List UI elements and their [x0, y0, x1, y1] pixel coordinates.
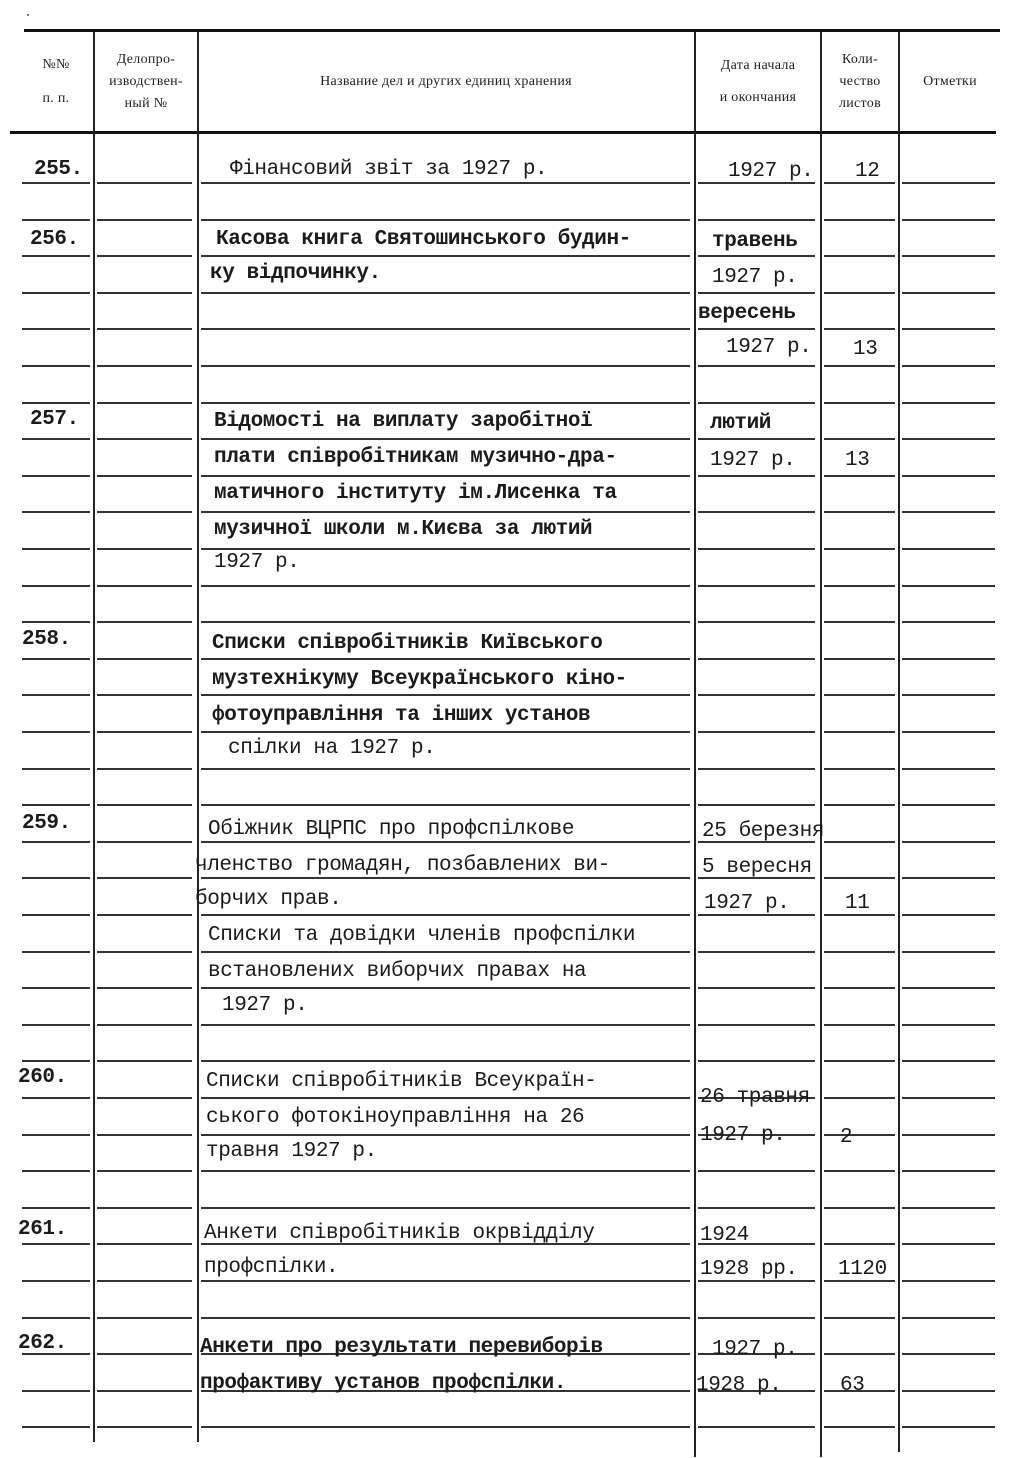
row-sheet-count: 13	[845, 449, 870, 472]
header-col-title	[199, 34, 693, 140]
ledger-rule-line	[201, 585, 690, 587]
scan-speck	[27, 14, 29, 16]
ledger-rule-line	[22, 1243, 90, 1245]
ledger-rule-line	[22, 548, 90, 550]
row-date-line: 5 вересня	[702, 856, 812, 879]
header-col-office-number	[95, 34, 197, 130]
ledger-rule-line	[902, 804, 995, 806]
row-date-line: травень	[712, 230, 798, 253]
ledger-rule-line	[201, 328, 690, 330]
ledger-rule-line	[902, 255, 995, 257]
header-col-sheets-line2: чество	[839, 74, 881, 89]
ledger-rule-line	[22, 438, 90, 440]
ledger-rule-line	[22, 841, 90, 843]
ledger-rule-line	[97, 255, 192, 257]
ledger-rule-line	[201, 694, 690, 696]
row-title-line: плати співробітникам музично-дра-	[214, 446, 617, 469]
ledger-rule-line	[698, 1024, 815, 1026]
ledger-rule-line	[698, 219, 815, 221]
ledger-rule-line	[902, 1170, 995, 1172]
header-col-dates-line2: и окончания	[719, 90, 797, 105]
ledger-rule-line	[97, 621, 192, 623]
ledger-rule-line	[698, 365, 815, 367]
row-date-line: 1927 р.	[700, 1124, 786, 1147]
ledger-rule-line	[698, 475, 815, 477]
ledger-rule-line	[22, 658, 90, 660]
row-title-line: Обіжник ВЦРПС про профспілкове	[208, 818, 575, 841]
ledger-rule-line	[824, 621, 895, 623]
row-title-line: 1927 р.	[214, 551, 300, 574]
ledger-rule-line	[201, 255, 690, 257]
ledger-rule-line	[97, 914, 192, 916]
ledger-rule-line	[698, 585, 815, 587]
ledger-rule-line	[824, 438, 895, 440]
header-col-number-line1: №№	[42, 57, 70, 72]
ledger-rule-line	[201, 731, 690, 733]
ledger-rule-line	[698, 548, 815, 550]
row-title-line: Списки та довідки членів профспілки	[208, 924, 636, 947]
row-date-line: 1927 р.	[704, 892, 790, 915]
ledger-rule-line	[201, 621, 690, 623]
ledger-rule-line	[201, 987, 690, 989]
ledger-rule-line	[201, 914, 690, 916]
ledger-rule-line	[22, 1134, 90, 1136]
row-title-line: профактиву установ профспілки.	[200, 1372, 567, 1395]
ledger-rule-line	[824, 1024, 895, 1026]
row-sheet-count: 11	[845, 892, 870, 915]
ledger-rule-line	[824, 1243, 895, 1245]
ledger-rule-line	[201, 877, 690, 879]
ledger-rule-line	[97, 1207, 192, 1209]
ledger-rule-line	[902, 658, 995, 660]
row-number: 260.	[18, 1066, 67, 1089]
ledger-rule-line	[97, 219, 192, 221]
ledger-rule-line	[824, 877, 895, 879]
ledger-rule-line	[824, 1317, 895, 1319]
header-col-office-line2: изводствен-	[109, 74, 183, 89]
ledger-rule-line	[22, 365, 90, 367]
ledger-rule-line	[902, 1353, 995, 1355]
ledger-rule-line	[698, 694, 815, 696]
row-title-line: 1927 р.	[222, 994, 308, 1017]
ledger-rule-line	[201, 841, 690, 843]
ledger-rule-line	[22, 987, 90, 989]
row-title-line: Відомості на виплату заробітної	[214, 410, 593, 433]
ledger-rule-line	[698, 1317, 815, 1319]
ledger-rule-line	[201, 804, 690, 806]
ledger-rule-line	[97, 951, 192, 953]
ledger-rule-line	[824, 1170, 895, 1172]
ledger-rule-line	[902, 1134, 995, 1136]
ledger-rule-line	[698, 1170, 815, 1172]
ledger-rule-line	[22, 292, 90, 294]
ledger-rule-line	[97, 1060, 192, 1062]
ledger-rule-line	[22, 731, 90, 733]
ledger-rule-line	[824, 804, 895, 806]
ledger-rule-line	[22, 328, 90, 330]
ledger-rule-line	[97, 1243, 192, 1245]
row-title-line: ського фотокіноуправління на 26	[206, 1106, 585, 1129]
ledger-rule-line	[22, 1097, 90, 1099]
ledger-rule-line	[824, 292, 895, 294]
ledger-rule-line	[201, 1134, 690, 1136]
ledger-rule-line	[97, 1134, 192, 1136]
header-col-title-text: Название дел и других единиц хранения	[320, 74, 572, 89]
ledger-rule-line	[698, 731, 815, 733]
ledger-rule-line	[97, 731, 192, 733]
ledger-rule-line	[22, 1280, 90, 1282]
row-date-line: 1927 р.	[712, 1338, 798, 1361]
header-col-number-line2: п. п.	[42, 91, 70, 106]
ledger-rule-line	[902, 585, 995, 587]
ledger-rule-line	[201, 402, 690, 404]
row-title-line: матичного інституту ім.Лисенка та	[214, 482, 617, 505]
ledger-rule-line	[201, 182, 690, 184]
ledger-rule-line	[698, 328, 815, 330]
row-date-line: 1927 р.	[726, 336, 812, 359]
ledger-rule-line	[902, 1390, 995, 1392]
ledger-rule-line	[698, 658, 815, 660]
header-col-dates-line1: Дата начала	[720, 58, 796, 73]
row-title-line: музтехнікуму Всеукраїнського кіно-	[212, 668, 627, 691]
ledger-rule-line	[22, 694, 90, 696]
ledger-rule-line	[22, 951, 90, 953]
ledger-rule-line	[22, 475, 90, 477]
ledger-rule-line	[824, 219, 895, 221]
ledger-rule-line	[824, 731, 895, 733]
ledger-rule-line	[824, 585, 895, 587]
row-sheet-count: 12	[855, 160, 880, 183]
header-col-office-line1: Делопро-	[116, 52, 176, 67]
ledger-rule-line	[824, 402, 895, 404]
row-title-line: травня 1927 р.	[206, 1140, 377, 1163]
ledger-rule-line	[902, 402, 995, 404]
ledger-rule-line	[902, 914, 995, 916]
ledger-rule-line	[201, 365, 690, 367]
ledger-rule-line	[902, 1097, 995, 1099]
row-number: 257.	[30, 408, 79, 431]
ledger-rule-line	[698, 1207, 815, 1209]
ledger-rule-line	[698, 438, 815, 440]
ledger-rule-line	[824, 475, 895, 477]
ledger-rule-line	[201, 292, 690, 294]
row-date-line: 1927 р.	[712, 266, 798, 289]
row-title-line: ку відпочинку.	[210, 262, 381, 285]
row-number: 256.	[30, 228, 79, 251]
ledger-rule-line	[201, 1317, 690, 1319]
header-col-office-line3: ный №	[124, 96, 168, 111]
ledger-rule-line	[22, 877, 90, 879]
ledger-rule-line	[902, 219, 995, 221]
ledger-rule-line	[97, 402, 192, 404]
ledger-rule-line	[824, 768, 895, 770]
ledger-rule-line	[698, 511, 815, 513]
header-col-notes	[900, 34, 1000, 130]
ledger-rule-line	[902, 1207, 995, 1209]
ledger-rule-line	[22, 1207, 90, 1209]
row-title-line: Фінансовий звіт за 1927 р.	[230, 158, 548, 181]
ledger-rule-line	[97, 877, 192, 879]
row-date-line: 26 травня	[700, 1086, 810, 1109]
ledger-rule-line	[698, 292, 815, 294]
ledger-rule-line	[97, 1280, 192, 1282]
ledger-rule-line	[902, 768, 995, 770]
ledger-rule-line	[22, 219, 90, 221]
ledger-rule-line	[97, 1097, 192, 1099]
ledger-rule-line	[902, 438, 995, 440]
ledger-rule-line	[824, 1097, 895, 1099]
row-sheet-count: 13	[853, 338, 878, 361]
header-col-dates	[696, 34, 820, 130]
ledger-rule-line	[22, 1317, 90, 1319]
column-divider	[898, 32, 900, 1452]
row-title-line: Списки співробітників Всеукраїн-	[206, 1070, 597, 1093]
ledger-rule-line	[201, 1060, 690, 1062]
ledger-rule-line	[902, 841, 995, 843]
ledger-rule-line	[824, 548, 895, 550]
row-date-line: 1928 рр.	[700, 1258, 798, 1281]
ledger-rule-line	[201, 1280, 690, 1282]
ledger-rule-line	[824, 987, 895, 989]
ledger-rule-line	[698, 621, 815, 623]
header-col-sheets-line1: Коли-	[841, 52, 879, 67]
ledger-rule-line	[201, 1024, 690, 1026]
ledger-rule-line	[97, 987, 192, 989]
ledger-rule-line	[824, 328, 895, 330]
column-divider	[820, 32, 822, 1457]
row-title-line: спілки на 1927 р.	[228, 737, 436, 760]
ledger-rule-line	[902, 877, 995, 879]
ledger-rule-line	[824, 255, 895, 257]
ledger-rule-line	[97, 511, 192, 513]
ledger-rule-line	[97, 658, 192, 660]
ledger-rule-line	[902, 951, 995, 953]
row-sheet-count: 1120	[838, 1258, 887, 1281]
ledger-rule-line	[97, 1353, 192, 1355]
ledger-rule-line	[902, 987, 995, 989]
row-number: 262.	[18, 1332, 67, 1355]
ledger-rule-line	[902, 694, 995, 696]
ledger-rule-line	[698, 951, 815, 953]
row-title-line: Анкети про результати перевиборів	[200, 1336, 603, 1359]
ledger-rule-line	[97, 292, 192, 294]
row-title-line: Анкети співробітників окрвідділу	[204, 1222, 595, 1245]
ledger-rule-line	[22, 1426, 90, 1428]
ledger-rule-line	[97, 585, 192, 587]
ledger-rule-line	[97, 768, 192, 770]
ledger-rule-line	[97, 1426, 192, 1428]
ledger-rule-line	[902, 548, 995, 550]
ledger-rule-line	[97, 438, 192, 440]
top-border	[24, 29, 1000, 32]
ledger-rule-line	[22, 585, 90, 587]
ledger-rule-line	[97, 548, 192, 550]
ledger-rule-line	[201, 1426, 690, 1428]
ledger-rule-line	[22, 402, 90, 404]
ledger-rule-line	[698, 804, 815, 806]
row-title-line: фотоуправління та інших установ	[212, 704, 591, 727]
column-divider	[93, 32, 95, 1442]
row-date-line: 25 березня	[702, 820, 825, 843]
ledger-rule-line	[97, 1170, 192, 1172]
ledger-rule-line	[201, 511, 690, 513]
row-date-line: вересень	[698, 302, 796, 325]
ledger-rule-line	[902, 182, 995, 184]
ledger-rule-line	[97, 1317, 192, 1319]
row-title-line: членство громадян, позбавлених ви-	[195, 854, 610, 877]
ledger-rule-line	[824, 1353, 895, 1355]
ledger-rule-line	[22, 1170, 90, 1172]
ledger-rule-line	[22, 621, 90, 623]
ledger-rule-line	[824, 1426, 895, 1428]
column-divider	[694, 32, 696, 1457]
ledger-rule-line	[201, 1097, 690, 1099]
ledger-rule-line	[201, 1207, 690, 1209]
ledger-rule-line	[22, 511, 90, 513]
ledger-rule-line	[824, 1134, 895, 1136]
ledger-rule-line	[97, 182, 192, 184]
ledger-rule-line	[902, 1060, 995, 1062]
ledger-rule-line	[22, 1060, 90, 1062]
row-date-line: 1927 р.	[710, 449, 796, 472]
ledger-rule-line	[698, 255, 815, 257]
ledger-rule-line	[201, 1170, 690, 1172]
ledger-rule-line	[22, 1024, 90, 1026]
row-number: 258.	[22, 628, 71, 651]
ledger-rule-line	[97, 328, 192, 330]
ledger-rule-line	[97, 475, 192, 477]
ledger-rule-line	[22, 768, 90, 770]
ledger-rule-line	[824, 1060, 895, 1062]
column-divider	[197, 32, 199, 1442]
ledger-rule-line	[824, 365, 895, 367]
ledger-rule-line	[902, 328, 995, 330]
row-title-line: музичної школи м.Києва за лютий	[214, 518, 593, 541]
row-title-line: борчих прав.	[195, 888, 342, 911]
ledger-rule-line	[201, 658, 690, 660]
ledger-rule-line	[902, 292, 995, 294]
ledger-rule-line	[201, 768, 690, 770]
ledger-rule-line	[902, 1243, 995, 1245]
row-title-line: встановлених виборчих правах на	[208, 960, 587, 983]
row-date-line: 1928 р.	[696, 1374, 782, 1397]
ledger-rule-line	[22, 914, 90, 916]
ledger-rule-line	[902, 475, 995, 477]
ledger-rule-line	[824, 951, 895, 953]
ledger-rule-line	[698, 987, 815, 989]
ledger-rule-line	[22, 255, 90, 257]
row-date-line: 1927 р.	[728, 160, 814, 183]
ledger-rule-line	[824, 694, 895, 696]
ledger-rule-line	[97, 1024, 192, 1026]
ledger-rule-line	[201, 438, 690, 440]
ledger-rule-line	[698, 402, 815, 404]
row-sheet-count: 63	[840, 1374, 865, 1397]
ledger-rule-line	[824, 841, 895, 843]
row-number: 259.	[22, 812, 71, 835]
ledger-rule-line	[201, 475, 690, 477]
header-col-sheets-line3: листов	[838, 96, 882, 111]
ledger-rule-line	[201, 219, 690, 221]
ledger-rule-line	[824, 1207, 895, 1209]
row-number: 261.	[18, 1218, 67, 1241]
ledger-rule-line	[698, 1426, 815, 1428]
row-sheet-count: 2	[840, 1126, 853, 1149]
header-col-notes-text: Отметки	[923, 74, 977, 89]
ledger-rule-line	[902, 621, 995, 623]
ledger-rule-line	[902, 1280, 995, 1282]
ledger-rule-line	[97, 694, 192, 696]
ledger-rule-line	[902, 731, 995, 733]
row-date-line: 1924	[700, 1224, 749, 1247]
ledger-rule-line	[902, 511, 995, 513]
row-title-line: Списки співробітників Київського	[212, 632, 603, 655]
ledger-rule-line	[97, 804, 192, 806]
ledger-rule-line	[698, 768, 815, 770]
ledger-rule-line	[97, 1390, 192, 1392]
header-col-number	[20, 34, 92, 130]
ledger-rule-line	[824, 511, 895, 513]
ledger-rule-line	[902, 365, 995, 367]
row-number: 255.	[34, 158, 83, 181]
ledger-rule-line	[902, 1024, 995, 1026]
ledger-rule-line	[97, 841, 192, 843]
ledger-rule-line	[201, 548, 690, 550]
row-date-line: лютий	[710, 412, 772, 435]
ledger-rule-line	[201, 951, 690, 953]
ledger-rule-line	[22, 1390, 90, 1392]
row-title-line: профспілки.	[204, 1256, 339, 1279]
row-title-line: Касова книга Святошинського будин-	[216, 228, 631, 251]
ledger-rule-line	[22, 182, 90, 184]
header-col-sheets	[822, 34, 898, 130]
ledger-rule-line	[22, 804, 90, 806]
ledger-rule-line	[698, 1060, 815, 1062]
ledger-rule-line	[824, 658, 895, 660]
ledger-rule-line	[902, 1426, 995, 1428]
ledger-rule-line	[902, 1317, 995, 1319]
ledger-rule-line	[97, 365, 192, 367]
